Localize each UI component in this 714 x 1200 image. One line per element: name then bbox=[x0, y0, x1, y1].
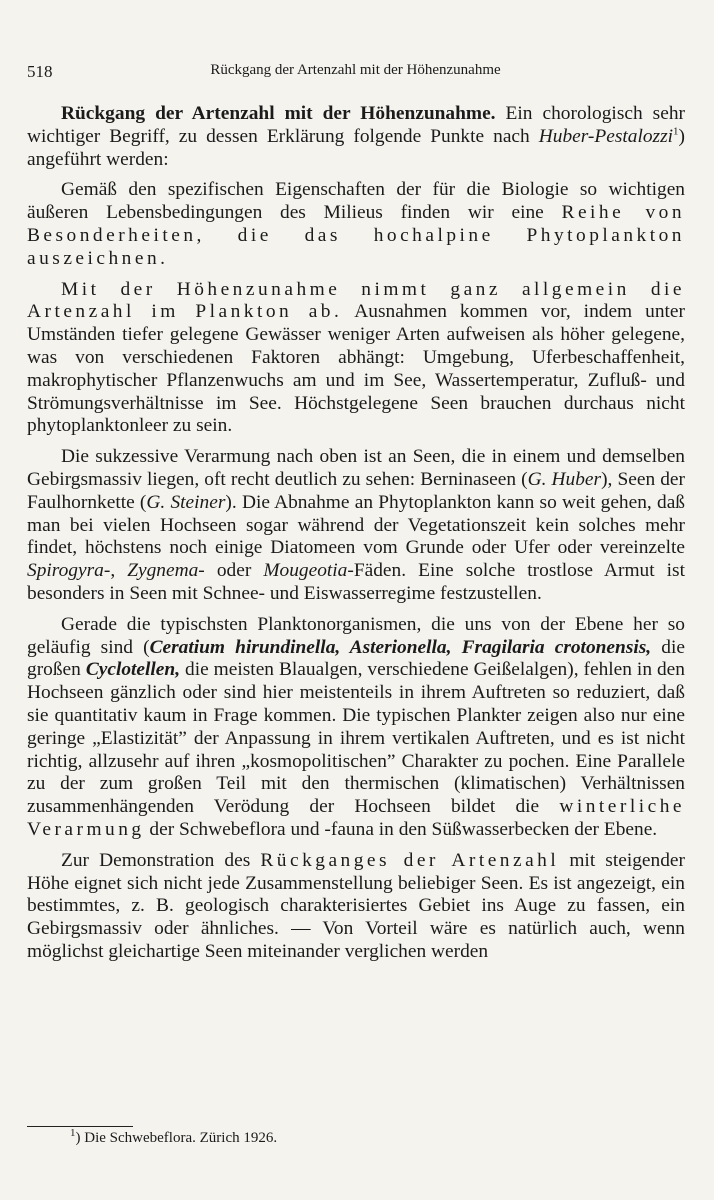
paragraph-1 bbox=[27, 103, 685, 171]
text-run: Gemäß den spezifischen Eigenschaften der für die Biologie so wichtigen äußeren Lebensbedingungen des Milieus finden wir eine bbox=[27, 179, 685, 224]
spaced-emphasis: Reihe von Besonderheiten, die das hochalpine Phytoplankton auszeichnen. bbox=[27, 202, 686, 269]
body-text bbox=[27, 103, 685, 964]
paragraph-6 bbox=[27, 850, 685, 964]
taxon-list: Ceratium hirundinella, Asterionella, Fragilaria crotonensis, bbox=[149, 636, 652, 658]
author-name: G. Huber bbox=[527, 468, 602, 490]
taxon-name: Spirogyra- bbox=[27, 560, 111, 582]
section-heading: Rückgang der Artenzahl mit der Höhenzunahme. bbox=[61, 103, 496, 124]
footnote bbox=[70, 1127, 278, 1147]
text-run: ). Die Abnahme an Phytoplankton kann so weit gehen, daß man bei vielen Hochseen sogar während der Vegetationszeit kein solches mehr findet, höchstens noch einige Diatomeen vom Grunde oder Ufer oder vereinzelte bbox=[27, 491, 685, 559]
text-run: Die sukzessive Verarmung nach oben ist an Seen, die in einem und demselben Gebirgsmassiv liegen, oft recht deutlich zu sehen: Berninaseen ( bbox=[27, 446, 685, 490]
text-run: oder bbox=[204, 560, 264, 582]
text-run: , bbox=[110, 560, 128, 582]
text-run: die meisten Blaualgen, verschiedene Geißelalgen), fehlen in den Hochseen gänzlich oder sind hier meistenteils in ihrem Auftreten so reduziert, daß sie quantitativ kaum in Frage kommen. Die typischen Plankter zeigen also nur eine geringe „Elastizität” der Anpassung in ihrem vertikalen Auftreten, und es ist nicht richtig, allzusehr auf ihren „kosmopolitischen” Charakter zu pochen. Eine Parallele zu der zum großen Teil mit den thermischen (klimatischen) Verhältnissen zusammenhängenden Verödung der Hochseen bildet die bbox=[27, 659, 685, 818]
paragraph-2 bbox=[27, 179, 685, 270]
taxon-name: Mougeotia- bbox=[263, 560, 354, 582]
spaced-emphasis: winterliche Verarmung bbox=[27, 796, 685, 840]
taxon-name: Cyclotellen, bbox=[85, 659, 181, 681]
footnote-rule bbox=[27, 1126, 133, 1127]
text-run: ) angeführt werden: bbox=[27, 125, 685, 170]
paragraph-3 bbox=[27, 279, 685, 439]
spaced-emphasis: Rückganges der Artenzahl bbox=[260, 849, 560, 871]
footnote-text: ) Die Schwebeflora. Zürich 1926. bbox=[75, 1130, 278, 1146]
spaced-emphasis: Mit der Höhenzunahme nimmt ganz allgemein die Artenzahl im Plankton ab. bbox=[27, 278, 685, 323]
text-run: Fäden. Eine solche trostlose Armut ist besonders in Seen mit Schnee- und Eiswasserregime festzustellen. bbox=[27, 560, 685, 604]
text-run: ), Seen der Faulhornkette ( bbox=[27, 468, 685, 513]
text-run: Ein chorologisch sehr wichtiger Begriff, zu dessen Erklärung folgende Punkte nach bbox=[27, 103, 685, 147]
author-name: G. Steiner bbox=[146, 491, 226, 513]
page-number: 518 bbox=[27, 62, 53, 81]
running-title: Rückgang der Artenzahl mit der Höhenzunahme bbox=[210, 62, 501, 78]
footnote-mark: 1 bbox=[70, 1127, 76, 1139]
text-run: mit steigender Höhe eignet sich nicht jede Zusammenstellung beliebiger Seen. Es ist angezeigt, ein bestimmtes, z. B. geologisch charakterisiertes Gebiet ins Auge zu fassen, ein Gebirgsmassiv oder ähnliches. — Von Vorteil wäre es natürlich auch, wenn möglichst gleichartige Seen miteinander verglichen werden bbox=[27, 849, 685, 962]
author-name: Huber-Pestalozzi bbox=[538, 125, 674, 147]
taxon-name: Zygnema- bbox=[127, 560, 205, 582]
text-run: Gerade die typischsten Planktonorganismen, die uns von der Ebene her so geläufig sind ( bbox=[27, 613, 685, 658]
paragraph-5 bbox=[27, 614, 685, 842]
text-run: die großen bbox=[27, 636, 685, 681]
footnote-ref: 1 bbox=[673, 125, 679, 138]
paragraph-4 bbox=[27, 446, 685, 606]
text-run: Zur Demonstration des bbox=[61, 849, 261, 871]
text-run: der Schwebeflora und -fauna in den Süßwasserbecken der Ebene. bbox=[144, 818, 658, 840]
text-run: Ausnahmen kommen vor, indem unter Umständen tiefer gelegene Gewässer weniger Arten aufweisen als höher gelegene, was von verschiedenen Faktoren abhängt: Umgebung, Uferbeschaffenheit, makrophytischer Pflanzenwuchs am und im See, Wassertemperatur, Zufluß- und Strömungsverhältnisse im See. Höchstgelegene Seen brauchen durchaus nicht phytoplanktonleer zu sein. bbox=[27, 301, 685, 437]
page-header bbox=[27, 62, 684, 86]
